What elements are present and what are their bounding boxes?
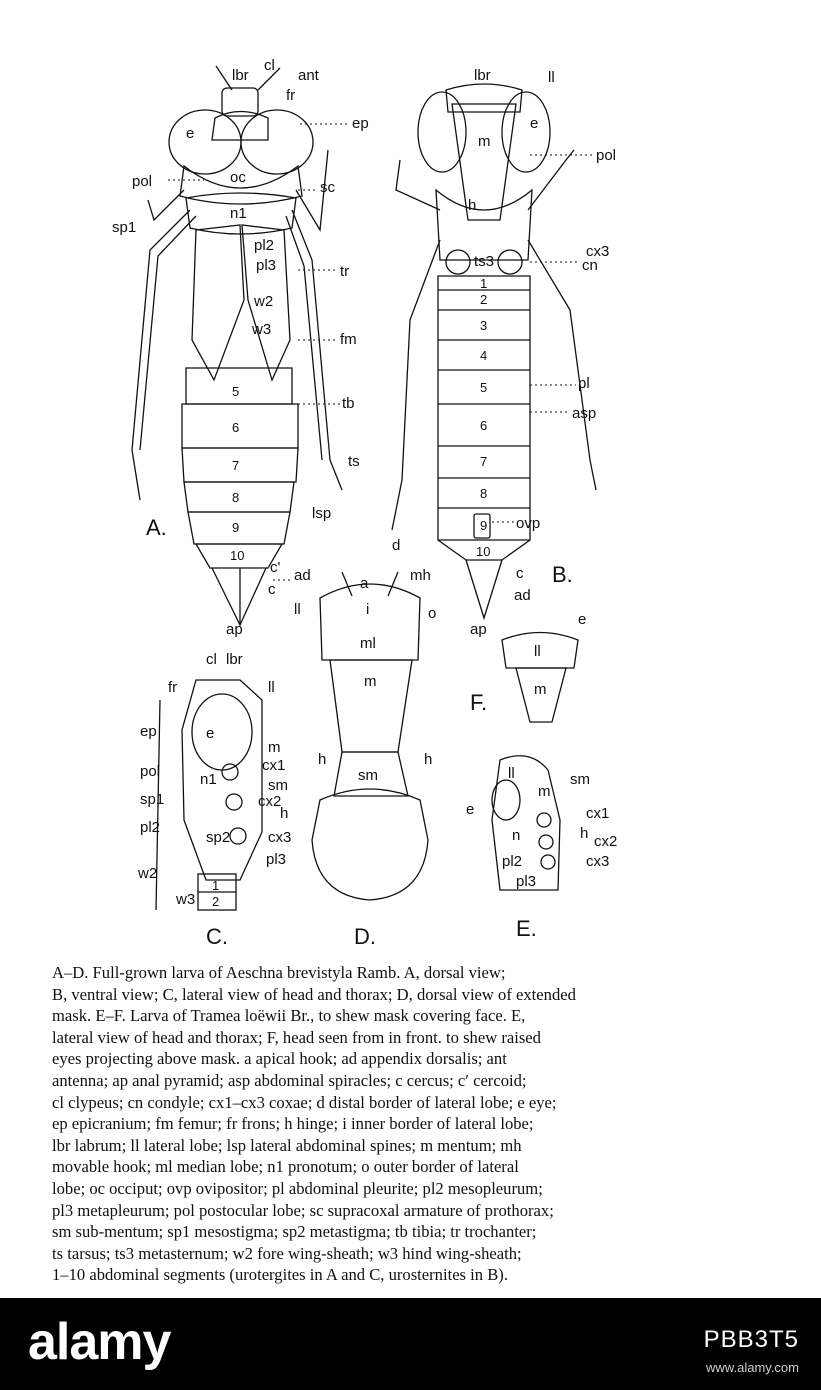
figure-caption	[52, 962, 776, 1286]
label-e-pl2: pl2	[502, 853, 523, 870]
drawing-c	[156, 680, 262, 910]
label-b-pl: pl	[578, 375, 590, 392]
label-b-h: h	[468, 197, 477, 214]
label-a-w2: w2	[254, 293, 274, 310]
label-b-ovp: ovp	[516, 515, 541, 532]
label-a-sc: sc	[320, 179, 335, 196]
segment-c-2: 2	[212, 894, 220, 909]
drawing-b	[392, 84, 596, 618]
label-c-cx1: cx1	[262, 757, 286, 774]
label-c-cl: cl	[206, 651, 217, 668]
label-d-i: i	[366, 601, 370, 618]
caption-line: mask. E–F. Larva of Tramea loëwii Br., to shew mask covering face. E,	[52, 1006, 526, 1026]
caption-line: sm sub-mentum; sp1 mesostigma; sp2 metastigma; tb tibia; tr trochanter;	[52, 1222, 537, 1242]
label-d-m: m	[364, 673, 377, 690]
label-e-cx3: cx3	[586, 853, 610, 870]
label-e-ll: ll	[508, 765, 515, 782]
alamy-logo: alamy	[28, 1313, 171, 1371]
label-a-ad: ad	[294, 567, 311, 584]
segment-b-2: 2	[480, 292, 488, 307]
label-b-ts3: ts3	[474, 253, 495, 270]
segment-b-9: 9	[480, 518, 488, 533]
label-b-cn: cn	[582, 257, 598, 274]
label-b-c: c	[516, 565, 524, 582]
segment-a-9: 9	[232, 520, 240, 535]
panel-b-label: B.	[552, 562, 573, 587]
label-c-n1: n1	[200, 771, 217, 788]
label-a-pl3: pl3	[256, 257, 277, 274]
segment-b-5: 5	[480, 380, 488, 395]
panel-c-label: C.	[206, 924, 228, 949]
label-d-ll: ll	[294, 601, 301, 618]
caption-line: eyes projecting above mask. a apical hook; ad appendix dorsalis; ant	[52, 1049, 507, 1069]
label-a-ant: ant	[298, 67, 319, 84]
label-f-e: e	[578, 611, 587, 628]
label-d-mh: mh	[410, 567, 431, 584]
label-a-lbr: lbr	[232, 67, 249, 84]
segment-b-1: 1	[480, 276, 488, 291]
caption-line: lobe; oc occiput; ovp ovipositor; pl abdominal pleurite; pl2 mesopleurum;	[52, 1178, 543, 1198]
panel-d-label: D.	[354, 924, 376, 949]
label-d-a: a	[360, 575, 369, 592]
label-e-n: n	[512, 827, 521, 844]
label-c-pol: pol	[140, 763, 161, 780]
segment-b-3: 3	[480, 318, 488, 333]
label-d-d: d	[392, 537, 401, 554]
label-a-n1: n1	[230, 205, 247, 222]
label-b-cx3: cx3	[586, 243, 610, 260]
caption-line: ep epicranium; fm femur; fr frons; h hinge; i inner border of lateral lobe;	[52, 1114, 534, 1134]
image-id: PBB3T5	[703, 1326, 799, 1353]
label-c-fr: fr	[168, 679, 178, 696]
label-a-fr: fr	[286, 87, 296, 104]
label-c-sp1: sp1	[140, 791, 165, 808]
segment-a-7: 7	[232, 458, 240, 473]
label-c-e: e	[206, 725, 215, 742]
caption-line: antenna; ap anal pyramid; asp abdominal spiracles; c cercus; c′ cercoid;	[52, 1070, 527, 1090]
drawing-a	[132, 66, 342, 625]
label-f-ll: ll	[534, 643, 541, 660]
segment-b-10: 10	[476, 544, 491, 559]
panel-f-label: F.	[470, 690, 488, 715]
segment-b-8: 8	[480, 486, 488, 501]
watermark-url: www.alamy.com	[706, 1360, 799, 1375]
label-a-c: c	[268, 581, 276, 598]
caption-line: movable hook; ml median lobe; n1 pronotum; o outer border of lateral	[52, 1157, 519, 1177]
label-a-w3: w3	[252, 321, 272, 338]
label-a-sp1: sp1	[112, 219, 137, 236]
drawing-d	[312, 572, 428, 900]
caption-line: ts tarsus; ts3 metasternum; w2 fore wing-sheath; w3 hind wing-sheath;	[52, 1243, 522, 1263]
segment-b-6: 6	[480, 418, 488, 433]
label-e-h: h	[580, 825, 589, 842]
segment-b-7: 7	[480, 454, 488, 469]
label-a-lsp: lsp	[312, 505, 332, 522]
label-a-e: e	[186, 125, 195, 142]
label-c-m: m	[268, 739, 281, 756]
label-a-c-prime: c'	[270, 559, 281, 576]
label-a-pol: pol	[132, 173, 153, 190]
label-a-ts: ts	[348, 453, 360, 470]
caption-line: lateral view of head and thorax; F, head seen from in front. to shew raised	[52, 1027, 541, 1047]
label-e-pl3: pl3	[516, 873, 537, 890]
caption-line: B, ventral view; C, lateral view of head and thorax; D, dorsal view of extended	[52, 984, 576, 1004]
panel-e-label: E.	[516, 916, 537, 941]
label-c-cx2: cx2	[258, 793, 282, 810]
label-d-o: o	[428, 605, 437, 622]
label-b-lbr: lbr	[474, 67, 491, 84]
segment-a-8: 8	[232, 490, 240, 505]
label-c-lbr: lbr	[226, 651, 243, 668]
label-b-e: e	[530, 115, 539, 132]
segment-b-4: 4	[480, 348, 488, 363]
label-b-m: m	[478, 133, 491, 150]
label-e-sm: sm	[570, 771, 590, 788]
label-b-ll: ll	[548, 69, 555, 86]
caption-line: A–D. Full-grown larva of Aeschna brevistyla Ramb. A, dorsal view;	[52, 963, 506, 982]
caption-line: pl3 metapleurum; pol postocular lobe; sc supracoxal armature of prothorax;	[52, 1200, 554, 1220]
label-a-pl2: pl2	[254, 237, 275, 254]
label-c-pl3: pl3	[266, 851, 287, 868]
label-c-h: h	[280, 805, 289, 822]
label-a-oc: oc	[230, 169, 246, 186]
label-c-ll: ll	[268, 679, 275, 696]
segment-c-1: 1	[212, 878, 220, 893]
label-d-ml: ml	[360, 635, 376, 652]
label-c-sm: sm	[268, 777, 288, 794]
caption-line: lbr labrum; ll lateral lobe; lsp lateral abdominal spines; m mentum; mh	[52, 1135, 522, 1155]
label-c-sp2: sp2	[206, 829, 231, 846]
label-f-m: m	[534, 681, 547, 698]
label-a-tb: tb	[342, 395, 355, 412]
caption-line: 1–10 abdominal segments (urotergites in A and C, urosternites in B).	[52, 1265, 508, 1285]
label-b-ap: ap	[470, 621, 487, 638]
segment-a-5: 5	[232, 384, 240, 399]
label-e-cx1: cx1	[586, 805, 610, 822]
label-a-fm: fm	[340, 331, 357, 348]
watermark-bar	[0, 1298, 821, 1390]
label-a-ap: ap	[226, 621, 243, 638]
label-e-e: e	[466, 801, 475, 818]
label-d-h-left: h	[318, 751, 327, 768]
segment-a-6: 6	[232, 420, 240, 435]
label-c-w2: w2	[138, 865, 158, 882]
label-a-ep: ep	[352, 115, 369, 132]
label-e-m: m	[538, 783, 551, 800]
label-c-w3: w3	[176, 891, 196, 908]
label-c-pl2: pl2	[140, 819, 161, 836]
label-c-ep: ep	[140, 723, 157, 740]
panel-a-label: A.	[146, 515, 167, 540]
label-a-cl: cl	[264, 57, 275, 74]
label-e-cx2: cx2	[594, 833, 618, 850]
label-d-h-right: h	[424, 751, 433, 768]
label-a-tr: tr	[340, 263, 350, 280]
caption-line: cl clypeus; cn condyle; cx1–cx3 coxae; d distal border of lateral lobe; e eye;	[52, 1092, 557, 1112]
label-b-pol: pol	[596, 147, 617, 164]
label-c-cx3: cx3	[268, 829, 292, 846]
label-b-asp: asp	[572, 405, 597, 422]
label-b-ad: ad	[514, 587, 531, 604]
segment-a-10: 10	[230, 548, 245, 563]
label-d-sm: sm	[358, 767, 378, 784]
